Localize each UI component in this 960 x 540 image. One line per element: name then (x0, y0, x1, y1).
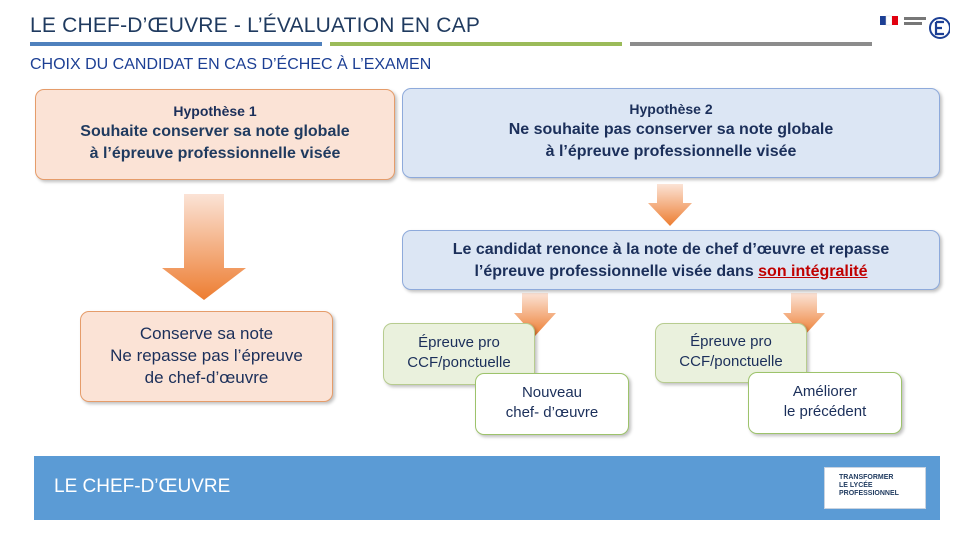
hypothesis-1-box (35, 89, 395, 180)
improve-previous-line1: Améliorer (792, 383, 858, 400)
hypothesis-1-line2: à l’épreuve professionnelle visée (89, 145, 341, 162)
right-exam-line1: Épreuve pro (690, 333, 772, 350)
new-masterpiece-line1: Nouveau (521, 384, 583, 401)
arrow-hypothesis2-down (648, 184, 692, 226)
keep-grade-box (80, 311, 333, 402)
left-exam-line2: CCF/ponctuelle (407, 354, 511, 371)
renounce-box (402, 230, 940, 290)
hypothesis-2-line1: Ne souhaite pas conserver sa note globale (508, 121, 834, 138)
keep-grade-line3: de chef-d’œuvre (144, 368, 269, 387)
renounce-line2 (403, 261, 939, 283)
page-title: LE CHEF-D’ŒUVRE - L’ÉVALUATION EN CAP (30, 14, 481, 37)
renounce-line1: Le candidat renonce à la note de chef d’œuvre et repasse (452, 241, 890, 258)
renounce-line2-prefix: l’épreuve professionnelle visée dans (474, 263, 759, 280)
right-exam-line2: CCF/ponctuelle (679, 353, 783, 370)
hypothesis-2-label: Hypothèse 2 (629, 101, 713, 117)
new-masterpiece-box (475, 373, 629, 435)
left-exam-line1: Épreuve pro (418, 334, 500, 351)
keep-grade-line1: Conserve sa note (139, 324, 274, 343)
transformer-lycee-logo-text: TRANSFORMER LE LYCÉE PROFESSIONNEL (839, 474, 899, 497)
hypothesis-1-line1: Souhaite conserver sa note globale (80, 123, 350, 140)
keep-grade-line2: Ne repasse pas l’épreuve (110, 346, 303, 365)
improve-previous-box (748, 372, 902, 434)
arrow-hypothesis1-down (162, 194, 246, 300)
improve-previous-line2: le précédent (783, 403, 867, 420)
hypothesis-1-label: Hypothèse 1 (173, 103, 257, 119)
hypothesis-2-line2: à l’épreuve professionnelle visée (545, 143, 797, 160)
transformer-lycee-logo (824, 467, 926, 509)
renounce-emphasis: son intégralité (758, 263, 868, 280)
footer-band (34, 456, 940, 520)
new-masterpiece-line2: chef- d’œuvre (505, 404, 599, 421)
hypothesis-2-box (402, 88, 940, 178)
page-subtitle: CHOIX DU CANDIDAT EN CAS D’ÉCHEC À L’EXAMEN (30, 56, 432, 73)
footer-label: LE CHEF-D’ŒUVRE (54, 476, 231, 497)
